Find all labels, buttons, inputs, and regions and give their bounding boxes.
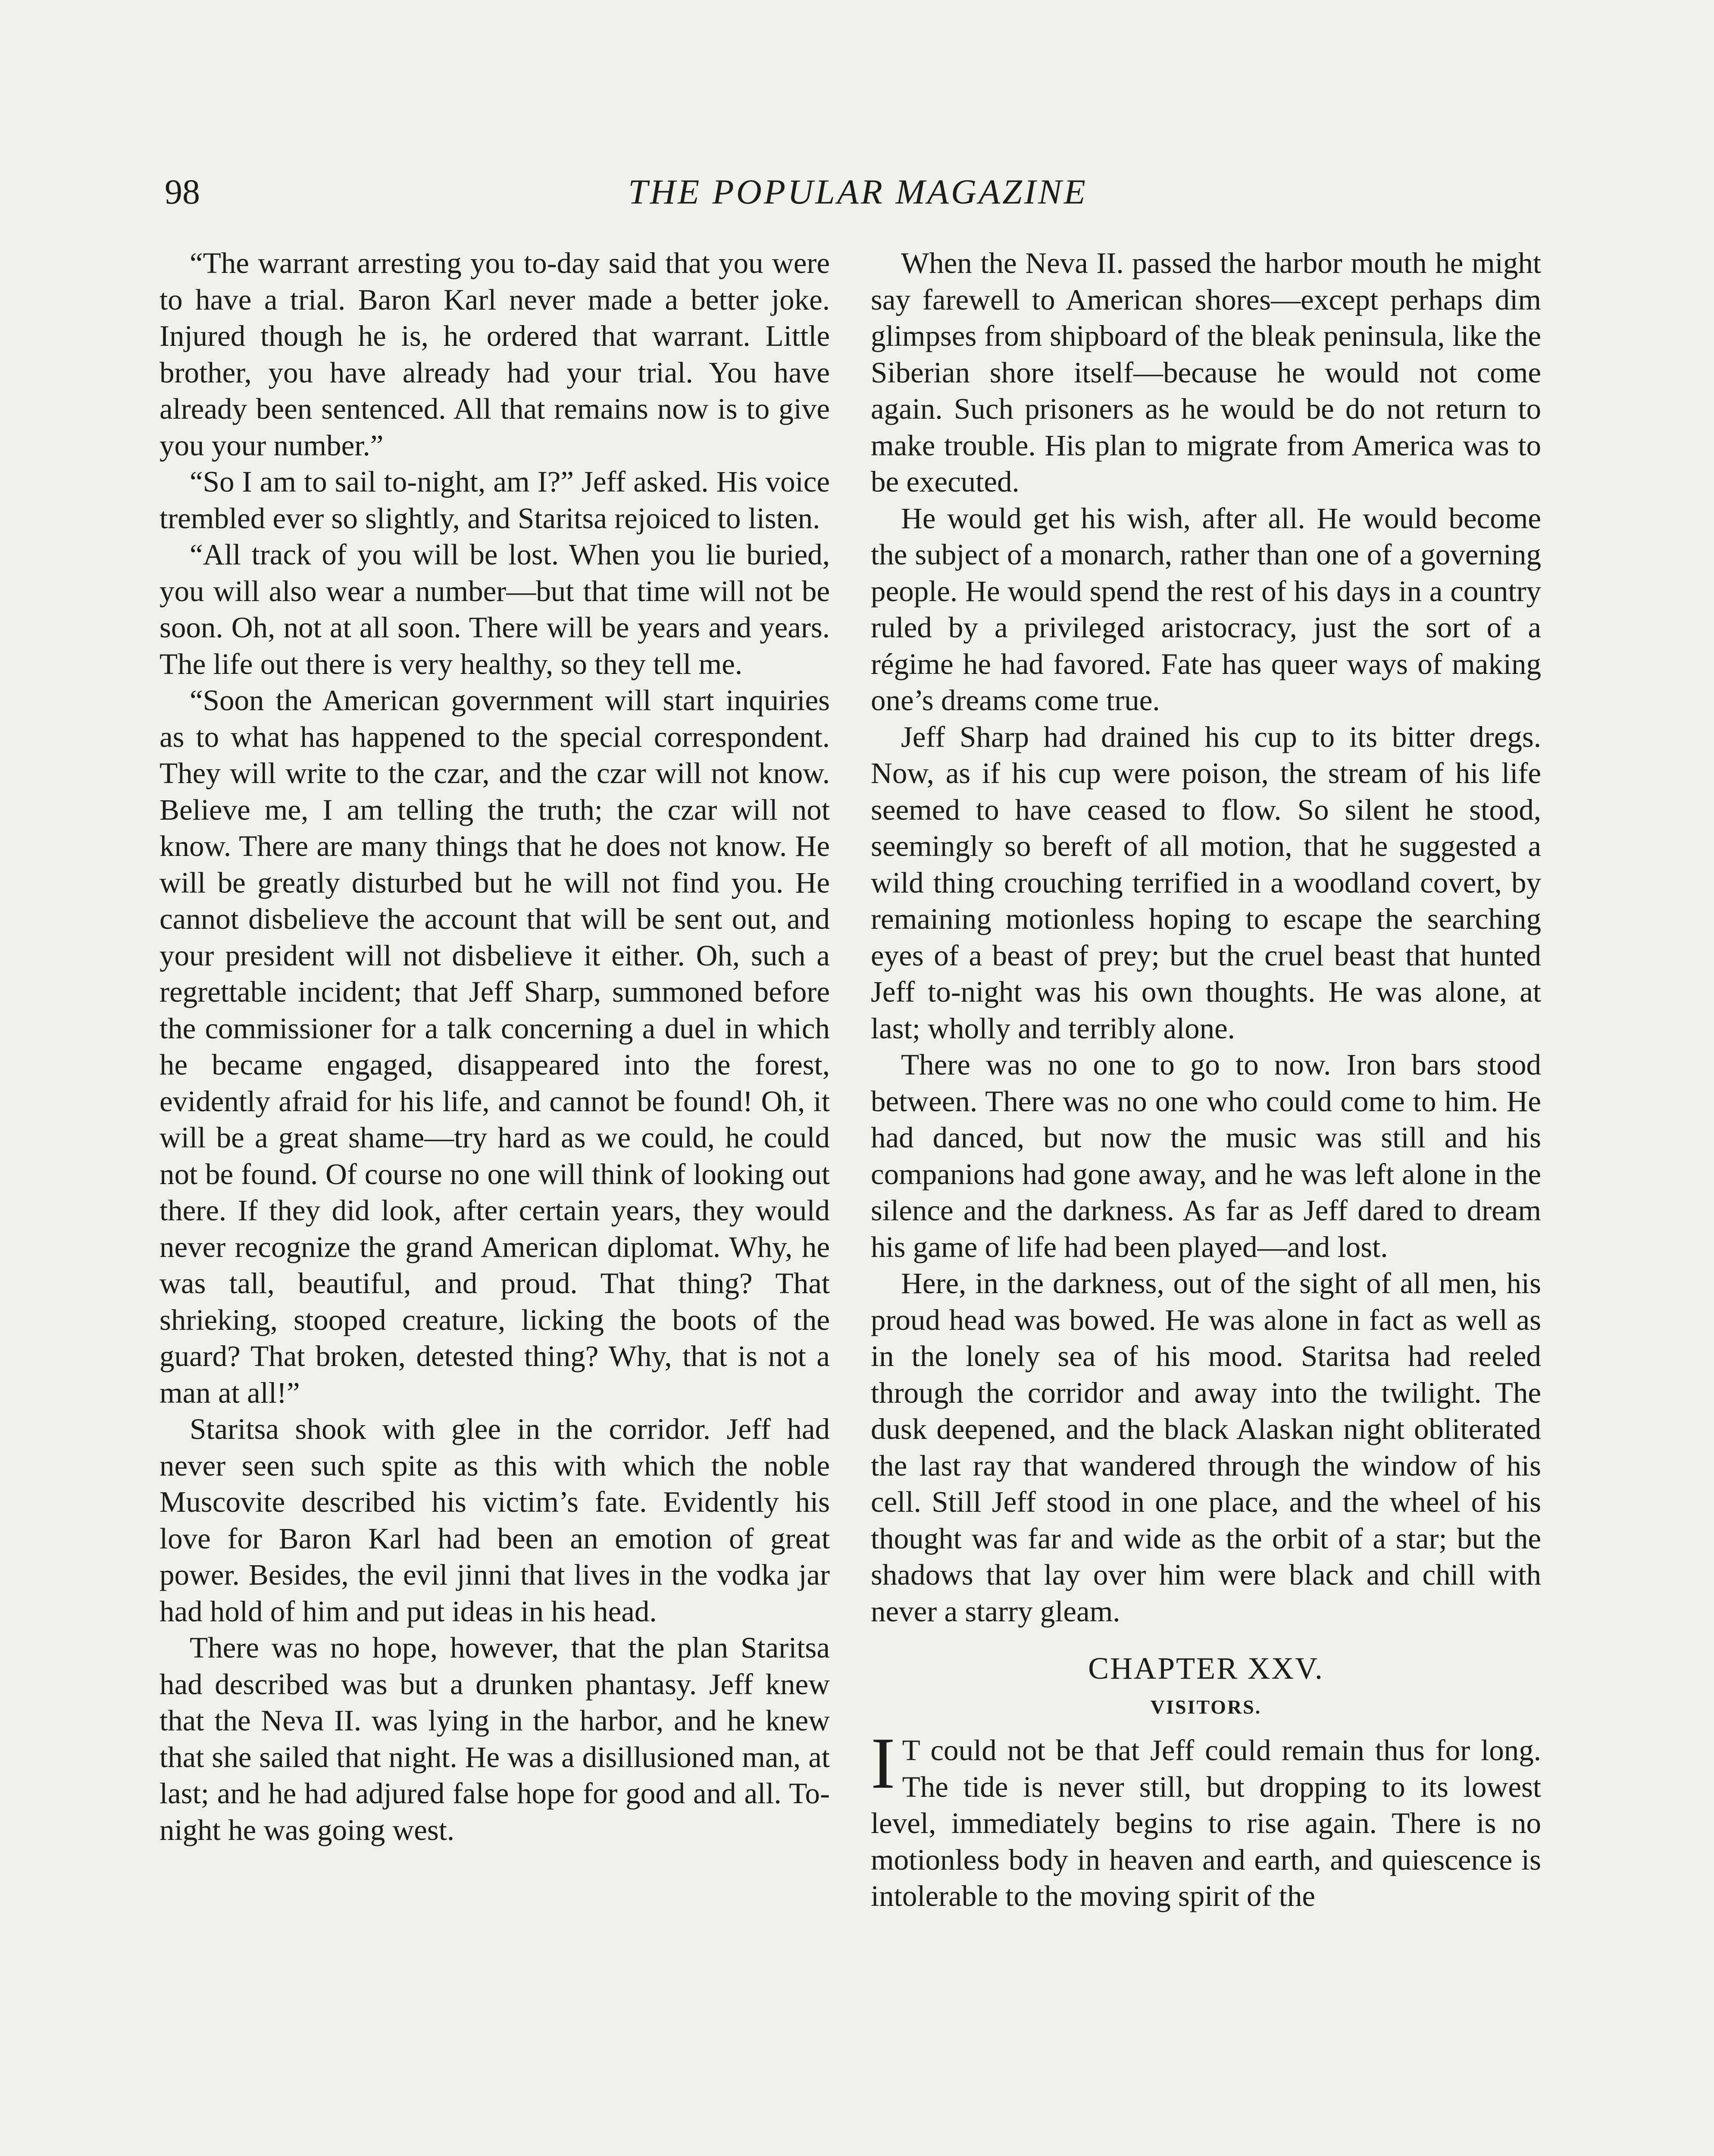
drop-cap: I [871, 1723, 895, 1804]
paragraph: “Soon the American government will start inquiries as to what has happened to the special correspondent. They will write to the czar, and the czar will not know. Believe me, I am telling the truth; the czar will not know. There are many things that he does not know. He will be greatly disturbed but he will not find you. He cannot disbelieve the account that will be sent out, and your president will not disbelieve it either. Oh, such a regrettable incident; that Jeff Sharp, summoned before the commissioner for a talk concerning a duel in which he became engaged, disappeared into the forest, evidently afraid for his life, and cannot be found! Oh, it will be a great shame—try hard as we could, he could not be found. Of course no one will think of looking out there. If they did look, after certain years, they would never recognize the grand American diplomat. Why, he was tall, beautiful, and proud. That thing? That shrieking, stooped creature, licking the boots of the guard? That broken, detested thing? Why, that is not a man at all!” [160, 684, 830, 1409]
paragraph: “The warrant arresting you to-day said that you were to have a trial. Baron Karl never made a better joke. Injured though he is, he ordered that warrant. Little brother, you have already had your trial. You have already been sentenced. All that remains now is to give you your number.” [160, 247, 830, 462]
paragraph: There was no hope, however, that the plan Staritsa had described was but a drunken phantasy. Jeff knew that the Neva II. was lying in the harbor, and he knew that she sailed that night. He was a disillusioned man, at last; and he had adjured false hope for good and all. To-night he was going west. [160, 1631, 830, 1846]
paragraph: He would get his wish, after all. He would become the subject of a monarch, rather than one of a governing people. He would spend the rest of his days in a country ruled by a privileged aristocracy, just the sort of a régime he had favored. Fate has queer ways of making one’s dreams come true. [871, 501, 1541, 717]
right-column [871, 245, 1541, 1915]
chapter-header [871, 1647, 1541, 1724]
paragraph: Staritsa shook with glee in the corridor. Jeff had never seen such spite as this with which the noble Muscovite described his victim’s fate. Evidently his love for Baron Karl had been an emotion of great power. Besides, the evil jinni that lives in the vodka jar had hold of him and put ideas in his head. [160, 1413, 830, 1628]
running-title: THE POPULAR MAGAZINE [628, 172, 1088, 211]
left-column [160, 245, 830, 1848]
paragraph: Here, in the darkness, out of the sight of all men, his proud head was bowed. He was alone in fact as well as in the lonely sea of his mood. Staritsa had reeled through the corridor and away into the twilight. The dusk deepened, and the black Alaskan night obliterated the last ray that wandered through the window of his cell. Still Jeff stood in one place, and the wheel of his thought was far and wide as the orbit of a star; but the shadows that lay over him were black and chill with never a starry gleam. [871, 1267, 1541, 1628]
chapter-subtitle: VISITORS. [1150, 1696, 1262, 1718]
chapter-opening-text: T could not be that Jeff could remain thus for long. The tide is never still, but dropping to its lowest level, immediately begins to rise again. There is no motionless body in heaven and earth, and quiescence is intolerable to the moving spirit of the [871, 1734, 1541, 1912]
paragraph: “All track of you will be lost. When you lie buried, you will also wear a number—but that time will not be soon. Oh, not at all soon. There will be years and years. The life out there is very healthy, so they tell me. [160, 538, 830, 680]
page-number: 98 [165, 172, 200, 211]
paragraph: “So I am to sail to-night, am I?” Jeff asked. His voice trembled ever so slightly, and Staritsa rejoiced to listen. [160, 465, 830, 535]
chapter-heading: CHAPTER XXV. [1088, 1651, 1324, 1686]
paragraph: Jeff Sharp had drained his cup to its bitter dregs. Now, as if his cup were poison, the stream of his life seemed to have ceased to flow. So silent he stood, seemingly so bereft of all motion, that he suggested a wild thing crouching terrified in a woodland covert, by remaining motionless hoping to escape the searching eyes of a beast of prey; but the cruel beast that hunted Jeff to-night was his own thoughts. He was alone, at last; wholly and terribly alone. [871, 720, 1541, 1045]
page-header [0, 170, 1714, 213]
paragraph: When the Neva II. passed the harbor mouth he might say farewell to American shores—except perhaps dim glimpses from shipboard of the bleak peninsula, like the Siberian shore itself—because he would not come again. Such prisoners as he would be do not return to make trouble. His plan to migrate from America was to be executed. [871, 247, 1541, 498]
paragraph: There was no one to go to now. Iron bars stood between. There was no one who could come to him. He had danced, but now the music was still and his companions had gone away, and he was left alone in the silence and the darkness. As far as Jeff dared to dream his game of life had been played—and lost. [871, 1048, 1541, 1263]
chapter-opening-paragraph [871, 1723, 1541, 1915]
